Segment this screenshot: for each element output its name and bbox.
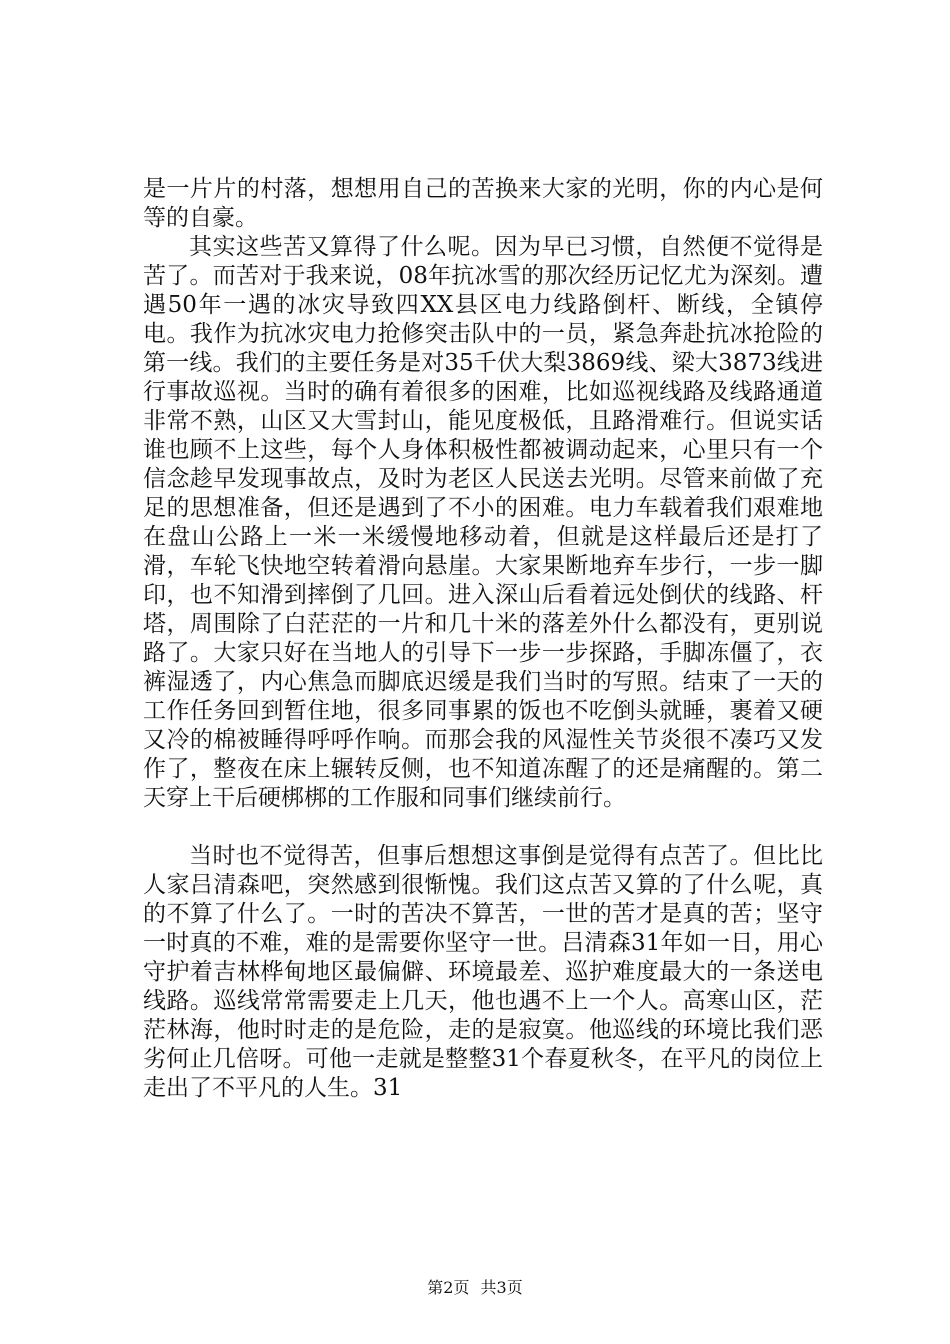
document-body	[143, 175, 823, 1103]
paragraph-ice-disaster: 其实这些苦又算得了什么呢。因为早已习惯，自然便不觉得是苦了。而苦对于我来说，08年抗冰雪的那次经历记忆尤为深刻。遭遇50年一遇的冰灾导致四XX县区电力线路倒杆、断线，全镇停电。我作为抗冰灾电力抢修突击队中的一员，紧急奔赴抗冰抢险的第一线。我们的主要任务是对35千伏大梨3869线、梁大3873线进行事故巡视。当时的确有着很多的困难，比如巡视线路及线路通道非常不熟，山区又大雪封山，能见度极低，且路滑难行。但说实话谁也顾不上这些，每个人身体积极性都被调动起来，心里只有一个信念趁早发现事故点，及时为老区人民送去光明。尽管来前做了充足的思想准备，但还是遇到了不小的困难。电力车载着我们艰难地在盘山公路上一米一米缓慢地移动着，但就是这样最后还是打了滑，车轮飞快地空转着滑向悬崖。大家果断地弃车步行，一步一脚印，也不知滑到摔倒了几回。进入深山后看着远处倒伏的线路、杆塔，周围除了白茫茫的一片和几十米的落差外什么都没有，更别说路了。大家只好在当地人的引导下一步一步探路，手脚冻僵了，衣裤湿透了，内心焦急而脚底迟缓是我们当时的写照。结束了一天的工作任务回到暂住地，很多同事累的饭也不吃倒头就睡，裹着又硬又冷的棉被睡得呼呼作响。而那会我的风湿性关节炎很不凑巧又发作了，整夜在床上辗转反侧，也不知道冻醒了的还是痛醒的。第二天穿上干后硬梆梆的工作服和同事们继续前行。	[143, 234, 823, 811]
page-number: 第2页	[427, 1278, 470, 1297]
page-footer	[0, 1278, 950, 1298]
paragraph-lv-qingsen: 当时也不觉得苦，但事后想想这事倒是觉得有点苦了。但比比人家吕清森吧，突然感到很惭愧。我们这点苦又算的了什么呢，真的不算了什么了。一时的苦决不算苦，一世的苦才是真的苦；坚守一时真的不难，难的是需要你坚守一世。吕清森31年如一日，用心守护着吉林桦甸地区最偏僻、环境最差、巡护难度最大的一条送电线路。巡线常常需要走上几天，他也遇不上一个人。高寒山区，茫茫林海，他时时走的是危险，走的是寂寞。他巡线的环境比我们恶劣何止几倍呀。可他一走就是整整31个春夏秋冬，在平凡的岗位上走出了不平凡的人生。31	[143, 843, 823, 1101]
paragraph-continuation: 是一片片的村落，想想用自己的苦换来大家的光明，你的内心是何等的自豪。	[143, 176, 823, 231]
page-total: 共3页	[480, 1278, 523, 1297]
